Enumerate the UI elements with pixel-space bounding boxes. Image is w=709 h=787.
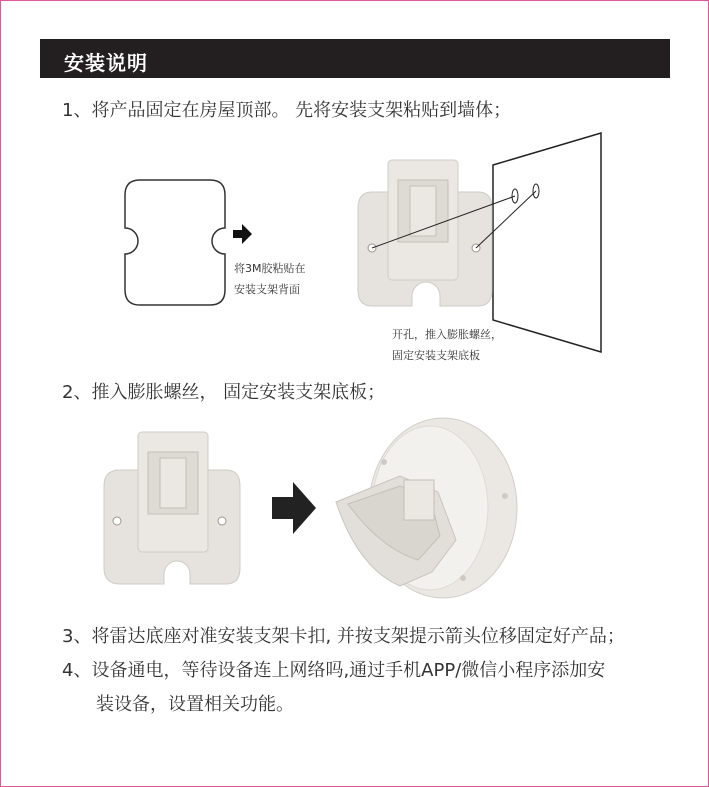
adhesive-caption-line1: 将3M胶粘贴在 bbox=[234, 262, 306, 275]
adhesive-caption-line2: 安装支架背面 bbox=[234, 283, 300, 296]
drill-caption-line2: 固定安装支架底板 bbox=[392, 349, 480, 362]
section-title: 安装说明 bbox=[64, 51, 148, 75]
step-2-text: 2、推入膨胀螺丝， 固定安装支架底板； bbox=[62, 382, 386, 403]
step-3-text: 3、将雷达底座对准安装支架卡扣, 并按支架提示箭头位移固定好产品； bbox=[62, 626, 625, 647]
step-4-text-continued: 装设备，设置相关功能。 bbox=[96, 694, 294, 715]
step-4-text: 4、设备通电，等待设备连上网络吗,通过手机APP/微信小程序添加安 bbox=[62, 660, 606, 681]
drill-caption-line1: 开孔，推入膨胀螺丝， bbox=[392, 328, 502, 341]
step-1-text: 1、将产品固定在房屋顶部。 先将安装支架粘贴到墙体； bbox=[62, 100, 512, 121]
